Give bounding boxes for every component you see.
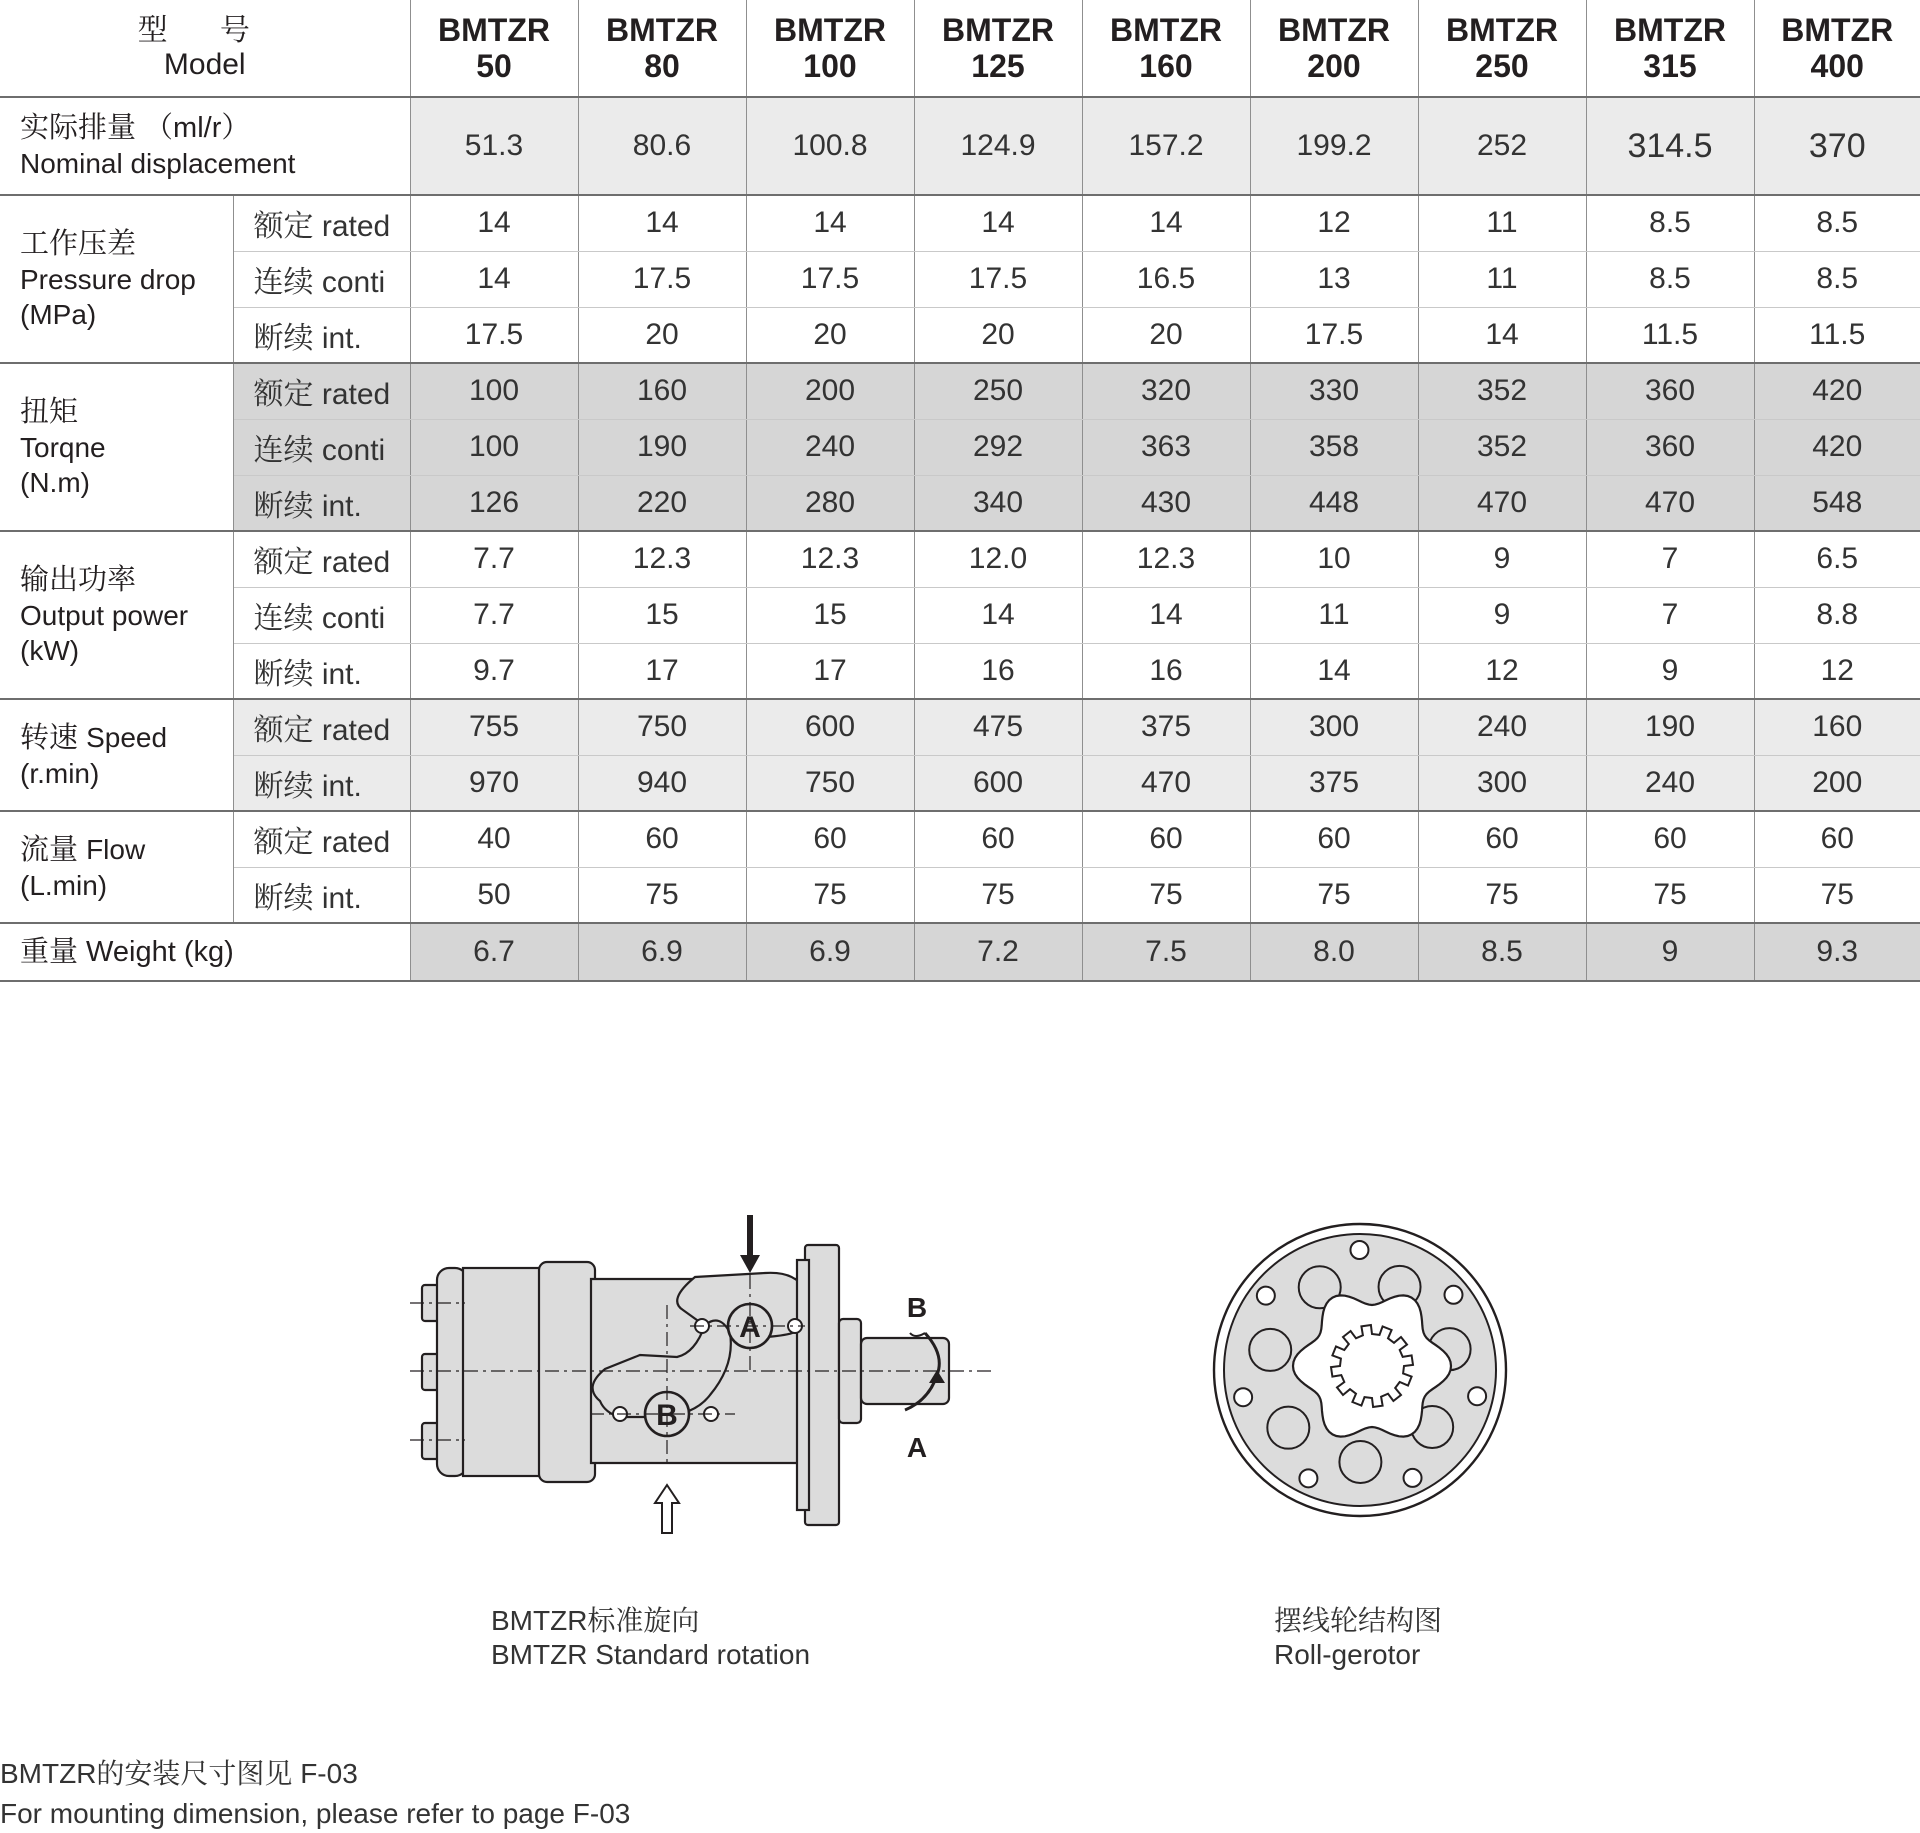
roller [1339, 1441, 1381, 1483]
spec-value: 9 [1586, 643, 1754, 699]
model-size: 80 [644, 48, 680, 84]
spec-value: 60 [578, 811, 746, 867]
displacement-value: 124.9 [914, 97, 1082, 195]
spec-value: 240 [1586, 755, 1754, 811]
spec-value: 17.5 [746, 251, 914, 307]
spec-value: 60 [1082, 811, 1250, 867]
weight-value: 7.5 [1082, 923, 1250, 981]
spec-value: 750 [578, 699, 746, 755]
spec-value: 40 [410, 811, 578, 867]
model-column-header [578, 0, 746, 97]
model-column-header [914, 0, 1082, 97]
model-column-header [1754, 0, 1920, 97]
spec-value: 360 [1586, 419, 1754, 475]
spec-row [0, 531, 1920, 587]
bolt-hole [1234, 1388, 1252, 1406]
weight-value: 9.3 [1754, 923, 1920, 981]
bolt-hole [1299, 1469, 1317, 1487]
spec-value: 250 [914, 363, 1082, 419]
group-label-zh: 转速 [20, 721, 79, 754]
spec-value: 60 [746, 811, 914, 867]
spec-value: 9.7 [410, 643, 578, 699]
spec-row [0, 251, 1920, 307]
weight-value: 9 [1586, 923, 1754, 981]
spec-value: 16 [1082, 643, 1250, 699]
displacement-value: 80.6 [578, 97, 746, 195]
spec-value: 240 [1418, 699, 1586, 755]
spec-value: 14 [1082, 195, 1250, 251]
spec-value: 12.3 [746, 531, 914, 587]
model-column-header [410, 0, 578, 97]
rotation-a-label: A [906, 1432, 928, 1463]
model-size: 125 [971, 48, 1025, 84]
spec-value: 470 [1418, 475, 1586, 531]
spec-value: 420 [1754, 363, 1920, 419]
mounting-note-en: For mounting dimension, please refer to page F-03 [0, 1798, 631, 1829]
displacement-label [0, 97, 410, 195]
spec-value: 17 [746, 643, 914, 699]
model-size: 400 [1810, 48, 1864, 84]
spec-row [0, 363, 1920, 419]
rotation-b-label: B [906, 1292, 928, 1323]
spec-value: 17.5 [578, 251, 746, 307]
spec-value: 16.5 [1082, 251, 1250, 307]
motor-rotation-drawing [405, 1205, 1005, 1565]
spec-value: 358 [1250, 419, 1418, 475]
spec-value: 7 [1586, 531, 1754, 587]
motor-caption-en: BMTZR Standard rotation [491, 1639, 811, 1670]
displacement-value: 314.5 [1586, 97, 1754, 195]
displacement-value: 370 [1754, 97, 1920, 195]
spec-value: 8.5 [1586, 251, 1754, 307]
group-label-en: Torqne [20, 431, 106, 463]
spec-value: 12 [1250, 195, 1418, 251]
model-size: 200 [1307, 48, 1361, 84]
gerotor-drawing [1210, 1220, 1510, 1520]
spec-value: 100 [410, 363, 578, 419]
spec-value: 200 [746, 363, 914, 419]
group-label [0, 811, 233, 923]
spec-value: 60 [1586, 811, 1754, 867]
gerotor-caption-en: Roll-gerotor [1274, 1639, 1421, 1670]
weight-value: 7.2 [914, 923, 1082, 981]
spec-value: 20 [914, 307, 1082, 363]
spec-value: 9 [1418, 531, 1586, 587]
spec-value: 300 [1250, 699, 1418, 755]
spec-value: 15 [746, 587, 914, 643]
model-brand: BMTZR [774, 12, 886, 48]
spec-value: 300 [1418, 755, 1586, 811]
group-unit: (kW) [20, 634, 80, 666]
model-column-header [1418, 0, 1586, 97]
spec-value: 15 [578, 587, 746, 643]
displacement-value: 157.2 [1082, 97, 1250, 195]
model-brand: BMTZR [1278, 12, 1390, 48]
port-b-label: B [656, 1399, 678, 1432]
model-size: 250 [1475, 48, 1529, 84]
model-header-en: Model [163, 48, 246, 81]
gerotor-caption [1274, 1604, 1442, 1672]
spec-value: 360 [1586, 363, 1754, 419]
spec-value: 7.7 [410, 531, 578, 587]
spec-value: 75 [1250, 867, 1418, 923]
displacement-value: 252 [1418, 97, 1586, 195]
sub-row-label: 额定 rated [233, 195, 410, 251]
displacement-value: 199.2 [1250, 97, 1418, 195]
spec-value: 470 [1586, 475, 1754, 531]
displacement-value: 100.8 [746, 97, 914, 195]
spec-value: 755 [410, 699, 578, 755]
spec-row [0, 307, 1920, 363]
group-label [0, 195, 233, 363]
spec-row [0, 419, 1920, 475]
spec-value: 11 [1418, 251, 1586, 307]
group-label-zh: 工作压差 [20, 227, 137, 260]
sub-row-label: 连续 conti [233, 251, 410, 307]
group-label-zh: 输出功率 [20, 563, 137, 596]
weight-label: 重量 Weight (kg) [0, 923, 410, 981]
weight-value: 8.0 [1250, 923, 1418, 981]
spec-value: 75 [1082, 867, 1250, 923]
model-brand: BMTZR [438, 12, 550, 48]
spec-value: 17.5 [1250, 307, 1418, 363]
spec-value: 220 [578, 475, 746, 531]
group-unit: (r.min) [20, 757, 100, 789]
group-label [0, 531, 233, 699]
spec-value: 330 [1250, 363, 1418, 419]
spec-value: 100 [410, 419, 578, 475]
model-brand: BMTZR [1781, 12, 1894, 48]
model-column-header [746, 0, 914, 97]
spec-value: 50 [410, 867, 578, 923]
spec-value: 548 [1754, 475, 1920, 531]
spec-value: 190 [578, 419, 746, 475]
spec-value: 17.5 [914, 251, 1082, 307]
outflow-arrow-icon [655, 1485, 679, 1533]
bolt-hole [1444, 1286, 1462, 1304]
group-label-en: Output power [20, 599, 189, 631]
spec-value: 12.3 [1082, 531, 1250, 587]
spec-value: 14 [1082, 587, 1250, 643]
weight-row [0, 923, 1920, 981]
spec-value: 60 [1754, 811, 1920, 867]
weight-value: 8.5 [1418, 923, 1586, 981]
spec-value: 75 [746, 867, 914, 923]
group-unit: (L.min) [20, 869, 108, 901]
spec-value: 160 [578, 363, 746, 419]
spec-value: 6.5 [1754, 531, 1920, 587]
header-row [0, 0, 1920, 97]
spec-row [0, 811, 1920, 867]
displacement-label-zh: 实际排量 （ml/r） [20, 112, 251, 144]
bolt-hole [1468, 1387, 1486, 1405]
model-brand: BMTZR [1614, 12, 1726, 48]
model-size: 50 [476, 48, 512, 84]
spec-value: 240 [746, 419, 914, 475]
spec-value: 320 [1082, 363, 1250, 419]
spec-value: 14 [746, 195, 914, 251]
spec-value: 126 [410, 475, 578, 531]
bolt-hole [1257, 1287, 1275, 1305]
spec-value: 8.5 [1754, 195, 1920, 251]
motor-caption [491, 1604, 810, 1672]
groups-body [0, 195, 1920, 923]
spec-value: 9 [1418, 587, 1586, 643]
spec-value: 12 [1418, 643, 1586, 699]
model-brand: BMTZR [1446, 12, 1558, 48]
group-label-en: Flow [86, 833, 146, 865]
spec-value: 20 [746, 307, 914, 363]
spec-value: 600 [914, 755, 1082, 811]
motor-caption-zh: BMTZR标准旋向 [491, 1605, 700, 1636]
spec-value: 600 [746, 699, 914, 755]
model-column-header [1250, 0, 1418, 97]
spec-value: 12.3 [578, 531, 746, 587]
spec-value: 11 [1250, 587, 1418, 643]
model-size: 160 [1139, 48, 1193, 84]
spec-value: 75 [914, 867, 1082, 923]
spec-value: 60 [914, 811, 1082, 867]
sub-row-label: 断续 int. [233, 755, 410, 811]
spec-value: 75 [1418, 867, 1586, 923]
model-brand: BMTZR [1110, 12, 1222, 48]
model-column-header [1082, 0, 1250, 97]
spec-value: 12.0 [914, 531, 1082, 587]
spec-value: 448 [1250, 475, 1418, 531]
spec-value: 14 [410, 251, 578, 307]
spec-value: 14 [410, 195, 578, 251]
group-label-zh: 流量 [20, 833, 79, 866]
spec-value: 352 [1418, 363, 1586, 419]
spec-value: 8.8 [1754, 587, 1920, 643]
spec-row [0, 587, 1920, 643]
sub-row-label: 断续 int. [233, 643, 410, 699]
bolt-hole [1404, 1469, 1422, 1487]
spline-bore [1331, 1325, 1413, 1407]
spec-value: 160 [1754, 699, 1920, 755]
weight-value: 6.7 [410, 923, 578, 981]
spec-value: 11.5 [1754, 307, 1920, 363]
spec-row [0, 699, 1920, 755]
spec-value: 375 [1082, 699, 1250, 755]
gerotor-caption-zh: 摆线轮结构图 [1274, 1605, 1443, 1636]
spec-value: 16 [914, 643, 1082, 699]
group-unit: (MPa) [20, 298, 97, 330]
spec-value: 363 [1082, 419, 1250, 475]
spec-value: 75 [1754, 867, 1920, 923]
spec-value: 60 [1418, 811, 1586, 867]
sub-row-label: 断续 int. [233, 475, 410, 531]
spec-value: 420 [1754, 419, 1920, 475]
spec-value: 14 [578, 195, 746, 251]
spec-value: 17 [578, 643, 746, 699]
spec-value: 430 [1082, 475, 1250, 531]
spec-row [0, 195, 1920, 251]
spec-value: 20 [1082, 307, 1250, 363]
spec-value: 11 [1418, 195, 1586, 251]
spec-value: 940 [578, 755, 746, 811]
spec-value: 340 [914, 475, 1082, 531]
model-size: 315 [1643, 48, 1697, 84]
spec-value: 14 [1250, 643, 1418, 699]
roller [1249, 1329, 1291, 1371]
spec-value: 17.5 [410, 307, 578, 363]
sub-row-label: 额定 rated [233, 699, 410, 755]
model-brand: BMTZR [606, 12, 718, 48]
roller [1267, 1407, 1309, 1449]
group-label-zh: 扭矩 [20, 395, 79, 428]
spec-row [0, 643, 1920, 699]
spec-value: 280 [746, 475, 914, 531]
sub-row-label: 连续 conti [233, 419, 410, 475]
spec-value: 14 [1418, 307, 1586, 363]
sub-row-label: 连续 conti [233, 587, 410, 643]
spec-row [0, 867, 1920, 923]
displacement-value: 51.3 [410, 97, 578, 195]
spec-value: 475 [914, 699, 1082, 755]
spec-value: 10 [1250, 531, 1418, 587]
bolt-hole [1350, 1241, 1368, 1259]
sub-row-label: 额定 rated [233, 811, 410, 867]
inflow-arrow-icon [740, 1215, 760, 1273]
spec-value: 75 [578, 867, 746, 923]
sub-row-label: 额定 rated [233, 531, 410, 587]
spec-row [0, 475, 1920, 531]
spec-value: 14 [914, 195, 1082, 251]
spec-value: 190 [1586, 699, 1754, 755]
displacement-row [0, 97, 1920, 195]
sub-row-label: 断续 int. [233, 867, 410, 923]
model-brand: BMTZR [942, 12, 1054, 48]
spec-value: 60 [1250, 811, 1418, 867]
spec-value: 750 [746, 755, 914, 811]
group-label [0, 363, 233, 531]
model-header-cell [0, 0, 410, 97]
sub-row-label: 断续 int. [233, 307, 410, 363]
group-unit: (N.m) [20, 466, 90, 498]
group-label-en: Pressure drop [20, 263, 196, 295]
flange-lip [797, 1260, 809, 1510]
spec-value: 7 [1586, 587, 1754, 643]
model-size: 100 [803, 48, 857, 84]
port-a-label: A [739, 1311, 761, 1344]
spec-value: 13 [1250, 251, 1418, 307]
spec-value: 20 [578, 307, 746, 363]
spec-value: 8.5 [1754, 251, 1920, 307]
spec-value: 12 [1754, 643, 1920, 699]
mounting-note-zh: BMTZR的安装尺寸图见 F-03 [0, 1758, 358, 1789]
spec-value: 470 [1082, 755, 1250, 811]
sub-row-label: 额定 rated [233, 363, 410, 419]
model-column-header [1586, 0, 1754, 97]
group-label-en: Speed [86, 721, 168, 753]
spec-value: 375 [1250, 755, 1418, 811]
spec-value: 14 [914, 587, 1082, 643]
spec-value: 11.5 [1586, 307, 1754, 363]
weight-value: 6.9 [746, 923, 914, 981]
spacer-plate [539, 1262, 595, 1482]
spec-value: 7.7 [410, 587, 578, 643]
model-header-zh: 型 号 [137, 14, 272, 47]
group-label [0, 699, 233, 811]
spec-value: 352 [1418, 419, 1586, 475]
gerotor-housing [463, 1268, 543, 1476]
spec-value: 75 [1586, 867, 1754, 923]
spec-value: 200 [1754, 755, 1920, 811]
spec-value: 8.5 [1586, 195, 1754, 251]
weight-value: 6.9 [578, 923, 746, 981]
displacement-label-en: Nominal displacement [20, 148, 296, 179]
spec-row [0, 755, 1920, 811]
spec-value: 292 [914, 419, 1082, 475]
spec-value: 970 [410, 755, 578, 811]
